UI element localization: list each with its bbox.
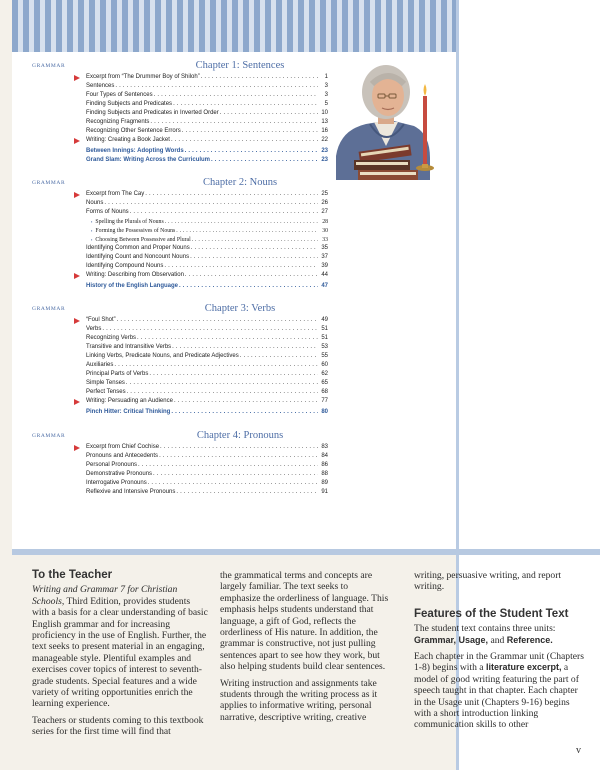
red-arrow-icon xyxy=(74,399,80,405)
article-column-2 xyxy=(220,570,390,728)
page-number: v xyxy=(576,745,581,756)
toc-page-number: 39 xyxy=(321,263,328,269)
toc-page-number: 89 xyxy=(321,480,328,486)
toc-page-number: 47 xyxy=(321,283,328,289)
toc-entry xyxy=(86,443,328,452)
teachers-paragraph: Teachers or students coming to this textbook series for the first time will find that xyxy=(32,714,204,738)
toc-entry-title: Interrogative Pronouns xyxy=(86,480,147,486)
toc-page-number: 80 xyxy=(321,409,328,415)
toc-entry-title: Identifying Count and Noncount Nouns xyxy=(86,254,190,260)
toc-leader-dots xyxy=(190,253,318,262)
toc-page-number: 65 xyxy=(321,380,328,386)
toc-entry xyxy=(86,208,328,217)
toc-entry xyxy=(86,325,328,334)
toc-page-number: 51 xyxy=(321,335,328,341)
toc-entry xyxy=(86,262,328,271)
toc-entry xyxy=(86,271,328,280)
toc-page-number: 25 xyxy=(321,191,328,197)
section-divider-bar xyxy=(12,549,600,555)
toc-entry-title: Principal Parts of Verbs xyxy=(86,371,149,377)
toc-page-number: 33 xyxy=(322,237,328,243)
toc-entry xyxy=(86,82,328,91)
toc-entry-title: Reflexive and Intensive Pronouns xyxy=(86,489,176,495)
toc-page-number: 23 xyxy=(321,157,328,163)
toc-entry xyxy=(91,226,328,235)
toc-leader-dots xyxy=(145,190,318,199)
toc-page-number: 26 xyxy=(321,200,328,206)
toc-entry-title: Transitive and Intransitive Verbs xyxy=(86,344,172,350)
toc-page-number: 68 xyxy=(321,389,328,395)
toc-entry-title: Forms of Nouns xyxy=(86,209,129,215)
toc-leader-dots xyxy=(148,479,318,488)
toc-entry xyxy=(86,118,328,127)
toc-entry-title: Sentences xyxy=(86,83,115,89)
toc-entry xyxy=(86,397,328,406)
toc-entry xyxy=(86,334,328,343)
toc-entry xyxy=(86,343,328,352)
toc-entry-title: Pinch Hitter: Critical Thinking xyxy=(86,409,171,415)
header-stripe-band xyxy=(12,0,456,52)
toc-leader-dots xyxy=(176,488,318,497)
toc-entry-title: Excerpt from Chief Cochise xyxy=(86,444,160,450)
toc-leader-dots xyxy=(137,334,318,343)
writing-continuation-paragraph: writing, persuasive writing, and report writing. xyxy=(414,570,562,593)
toc-entry-title: Personal Pronouns xyxy=(86,462,138,468)
toc-entry-title: Recognizing Other Sentence Errors xyxy=(86,128,181,134)
chapter-title: Chapter 3: Verbs xyxy=(204,303,276,314)
toc-page-number: 22 xyxy=(321,137,328,143)
toc-entry xyxy=(86,127,328,136)
toc-leader-dots xyxy=(138,461,318,470)
toc-entry-title: Writing: Persuading an Audience xyxy=(86,398,173,404)
terms-paragraph: the grammatical terms and concepts are largely familiar. The text seeks to emphasize the orderliness of language. This emphasis helps students understand that language, a gift of God, reflects the orderliness of His nature. In addition, the grammar is constructive, not just pulling sentences apart to see how they work, but also helping students build clear sentences. xyxy=(220,570,389,673)
toc-entry xyxy=(86,408,328,417)
toc-page-number: 28 xyxy=(322,219,328,225)
toc-entry-title: Nouns xyxy=(86,200,104,206)
toc-leader-dots xyxy=(171,136,318,145)
toc-entry xyxy=(86,100,328,109)
toc-page-number: 51 xyxy=(321,326,328,332)
features-units-paragraph: The student text contains three units: Grammar, Usage, and Reference. xyxy=(414,623,556,646)
toc-entry xyxy=(86,370,328,379)
red-arrow-icon xyxy=(74,445,80,451)
toc-entry xyxy=(86,352,328,361)
toc-entry xyxy=(86,388,328,397)
toc-leader-dots xyxy=(185,271,318,280)
toc-page-number: 91 xyxy=(321,489,328,495)
toc-entry xyxy=(86,452,328,461)
toc-entry xyxy=(86,244,328,253)
toc-leader-dots xyxy=(220,109,318,118)
toc-entry xyxy=(86,190,328,199)
toc-entry xyxy=(91,217,328,226)
toc-entry-title: Verbs xyxy=(86,326,102,332)
toc-page-number: 77 xyxy=(321,398,328,404)
toc-leader-dots xyxy=(154,91,318,100)
chapter-title: Chapter 4: Pronouns xyxy=(196,430,284,441)
article-heading: To the Teacher xyxy=(32,569,113,581)
toc-entry xyxy=(86,379,328,388)
toc-entry xyxy=(86,199,328,208)
toc-entry-title: Recognizing Fragments xyxy=(86,119,150,125)
toc-leader-dots xyxy=(240,352,318,361)
toc-page-number: 35 xyxy=(321,245,328,251)
toc-entry-title: Excerpt from The Cay xyxy=(86,191,145,197)
toc-page-number: 10 xyxy=(321,110,328,116)
toc-leader-dots xyxy=(126,379,318,388)
toc-page-number: 23 xyxy=(321,148,328,154)
toc-leader-dots xyxy=(201,73,318,82)
toc-entry-title: Recognizing Verbs xyxy=(86,335,137,341)
toc-leader-dots xyxy=(115,82,318,91)
toc-leader-dots xyxy=(160,443,318,452)
toc-page-number: 83 xyxy=(321,444,328,450)
intro-paragraph: Writing and Grammar 7 for Christian Schools, Third Edition, provides students with a basis for a clear understanding of basic English grammar and for increasing proficiency in the use of English. Further, the text seeks to present material in an engaging, manageable style. Plentiful examples and exercises cover topics of interest to seventh-grade students. Special features and a wide variety of writing opportunities enrich the learning experience. xyxy=(32,584,208,710)
toc-leader-dots xyxy=(127,388,318,397)
toc-entry-title: Auxiliaries xyxy=(86,362,114,368)
toc-leader-dots xyxy=(174,397,318,406)
toc-entry-title: Finding Subjects and Predicates xyxy=(86,101,173,107)
toc-entry xyxy=(86,361,328,370)
toc-leader-dots xyxy=(102,325,318,334)
red-arrow-icon xyxy=(74,192,80,198)
toc-entry xyxy=(86,316,328,325)
book-title-italic: Writing and Grammar 7 for Christian Schools, xyxy=(32,584,178,607)
features-chapters-paragraph: Each chapter in the Grammar unit (Chapters 1-8) begins with a literature excerpt, a model of good writing featuring the part of speech taught in that chapter. Each chapter in the Usage unit (Chapters 9-16) begins with a short introduction linking communication skills to other xyxy=(414,651,584,731)
chapter-title: Chapter 1: Sentences xyxy=(195,60,285,71)
toc-leader-dots xyxy=(159,452,318,461)
toc-entry-title: Identifying Compound Nouns xyxy=(86,263,164,269)
toc-entry-title: Four Types of Sentences xyxy=(86,92,153,98)
toc-leader-dots xyxy=(173,100,318,109)
toc-leader-dots xyxy=(130,208,318,217)
toc-entry xyxy=(86,109,328,118)
toc-entry-title: Grand Slam: Writing Across the Curriculum xyxy=(86,157,211,163)
toc-page-number: 84 xyxy=(321,453,328,459)
toc-page-number: 44 xyxy=(321,272,328,278)
toc-entry-title: Identifying Common and Proper Nouns xyxy=(86,245,190,251)
section-label-grammar: GRAMMAR xyxy=(32,63,66,69)
franklin-illustration xyxy=(330,60,448,180)
toc-page-number: 88 xyxy=(321,471,328,477)
toc-page-number: 3 xyxy=(324,92,328,98)
toc-entry-title: Excerpt from “The Drummer Boy of Shiloh” xyxy=(86,74,200,80)
toc-entry xyxy=(86,479,328,488)
toc-entry-title: ▪ Forming the Possessives of Nouns xyxy=(95,228,176,234)
chapter-title: Chapter 2: Nouns xyxy=(202,177,278,188)
toc-leader-dots xyxy=(149,370,318,379)
toc-entry-title: ▪ Spelling the Plurals of Nouns xyxy=(95,219,164,225)
toc-entry xyxy=(86,136,328,145)
red-arrow-icon xyxy=(74,273,80,279)
toc-entry-title: Pronouns and Antecedents xyxy=(86,453,159,459)
toc-page-number: 37 xyxy=(321,254,328,260)
toc-leader-dots xyxy=(104,199,318,208)
toc-page-number: 27 xyxy=(321,209,328,215)
toc-entry xyxy=(86,73,328,82)
toc-page-number: 30 xyxy=(322,228,328,234)
toc-leader-dots xyxy=(211,156,318,165)
toc-leader-dots xyxy=(150,118,318,127)
toc-leader-dots xyxy=(164,262,318,271)
toc-entry xyxy=(86,253,328,262)
toc-leader-dots xyxy=(191,244,318,253)
features-heading: Features of the Student Text xyxy=(414,607,569,620)
toc-entry xyxy=(86,488,328,497)
toc-entry-title: ▪ Choosing Between Possessive and Plural xyxy=(95,237,191,243)
toc-entry xyxy=(86,470,328,479)
toc-page-number: 3 xyxy=(324,83,328,89)
toc-page-number: 16 xyxy=(321,128,328,134)
toc-entry-title: Between Innings: Adopting Words xyxy=(86,148,184,154)
toc-leader-dots xyxy=(185,147,318,156)
red-arrow-icon xyxy=(74,138,80,144)
section-label-grammar: GRAMMAR xyxy=(32,180,66,186)
toc-entry-title: Simple Tenses xyxy=(86,380,125,386)
toc-page-number: 53 xyxy=(321,344,328,350)
toc-entry-title: Writing: Describing from Observation xyxy=(86,272,184,278)
section-label-grammar: GRAMMAR xyxy=(32,433,66,439)
section-label-grammar: GRAMMAR xyxy=(32,306,66,312)
red-arrow-icon xyxy=(74,75,80,81)
toc-entry xyxy=(91,235,328,244)
toc-entry xyxy=(86,156,328,165)
toc-leader-dots xyxy=(171,408,318,417)
toc-page-number: 60 xyxy=(321,362,328,368)
toc-page-number: 13 xyxy=(321,119,328,125)
toc-leader-dots xyxy=(182,127,318,136)
toc-entry-title: “Foul Shot” xyxy=(86,317,116,323)
toc-leader-dots xyxy=(114,361,318,370)
toc-page-number: 5 xyxy=(324,101,328,107)
toc-entry xyxy=(86,91,328,100)
toc-leader-dots xyxy=(179,282,318,291)
article-column-1 xyxy=(32,570,208,743)
toc-page-number: 86 xyxy=(321,462,328,468)
writing-instruction-paragraph: Writing instruction and assignments take students through the writing process as it applies to informative writing, personal narrative, descriptive writing, creative xyxy=(220,677,378,723)
toc-leader-dots xyxy=(117,316,318,325)
toc-entry-title: Perfect Tenses xyxy=(86,389,126,395)
toc-page-number: 49 xyxy=(321,317,328,323)
red-arrow-icon xyxy=(74,318,80,324)
toc-entry-title: History of the English Language xyxy=(86,283,179,289)
toc-entry-title: Linking Verbs, Predicate Nouns, and Predicate Adjectives xyxy=(86,353,239,359)
toc-page-number: 62 xyxy=(321,371,328,377)
toc-entry-title: Writing: Creating a Book Jacket xyxy=(86,137,170,143)
toc-leader-dots xyxy=(172,343,318,352)
toc-page-number: 1 xyxy=(324,74,328,80)
toc-entry xyxy=(86,461,328,470)
article-column-3 xyxy=(414,570,584,736)
toc-entry xyxy=(86,282,328,291)
toc-leader-dots xyxy=(153,470,318,479)
toc-entry xyxy=(86,147,328,156)
toc-entry-title: Finding Subjects and Predicates in Inverted Order xyxy=(86,110,219,116)
toc-entry-title: Demonstrative Pronouns xyxy=(86,471,153,477)
toc-page-number: 55 xyxy=(321,353,328,359)
